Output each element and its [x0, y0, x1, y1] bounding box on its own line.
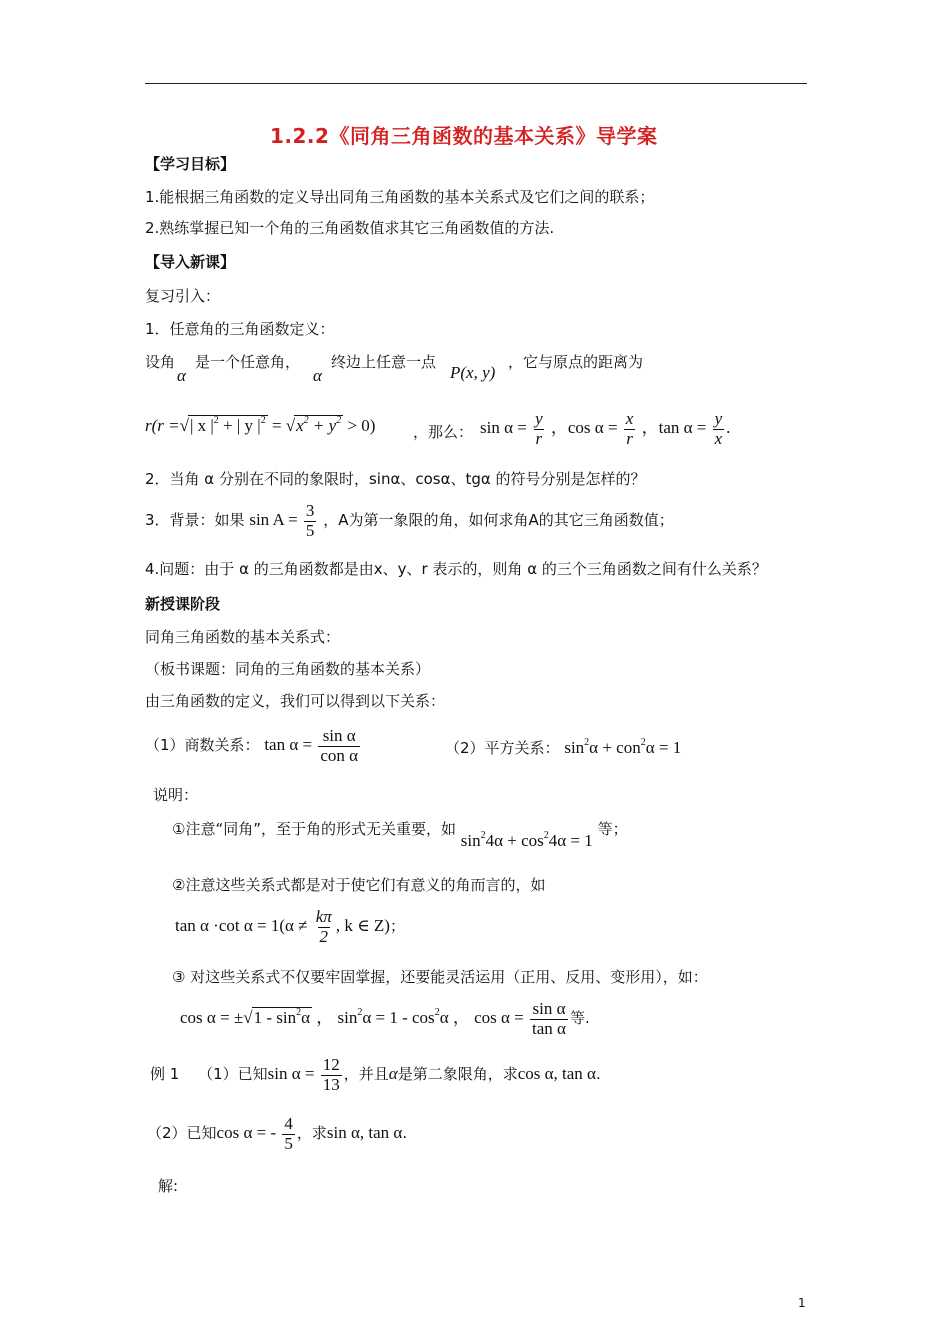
sq: 2: [336, 415, 342, 426]
r-suffix: > 0): [347, 416, 376, 435]
x: x: [296, 416, 304, 435]
section-intro: 【导入新课】: [145, 253, 236, 271]
note1-tail: 等；: [597, 820, 628, 838]
q1-line-b: 是一个任意角，: [195, 353, 301, 371]
section-new-lesson: 新授课阶段: [145, 595, 221, 613]
q1-then: ，那么：: [413, 423, 474, 441]
sq: 2: [303, 415, 309, 426]
ex1-end: .: [595, 1065, 601, 1084]
note2-frac: $\frac{k\pi}{2}$: [315, 907, 332, 946]
ex1-and: ，并且: [343, 1065, 389, 1084]
note3-sqrt: $1 - \sin^2\alpha$: [253, 1007, 311, 1028]
goal-1: 1.能根据三角函数的定义导出同角三角函数的基本关系式及它们之间的联系；: [145, 188, 655, 206]
tan-num: y: [714, 409, 723, 428]
abs-y: + | y |: [223, 416, 261, 435]
cos-def: ，cos α =: [550, 418, 618, 438]
q1-alpha-1: α: [177, 366, 186, 385]
cos-den: r: [626, 428, 633, 448]
ex2-frac: $\frac{4}{5}$: [284, 1114, 293, 1153]
goal-2: 2.熟练掌握已知一个角的三角函数值求其它三角函数值的方法.: [145, 219, 555, 237]
q3-frac: $\frac{3}{5}$: [305, 501, 315, 540]
q1-line-c: 终边上任意一点: [331, 353, 437, 371]
note-2: ②注意这些关系式都是对于使它们有意义的角而言的，如: [172, 876, 546, 894]
explain-label: 说明：: [153, 786, 199, 804]
example-1: [150, 1056, 601, 1094]
sin-def: sin α =: [480, 418, 527, 438]
ex1-frac: $\frac{12}{13}$: [322, 1055, 340, 1094]
q1-point: P(x, y): [450, 363, 496, 382]
solve-label: 解:: [158, 1177, 179, 1195]
abs-x: | x |: [189, 416, 214, 435]
eq: =: [271, 416, 282, 435]
ex1-alpha: α: [388, 1064, 398, 1084]
rel2-expr: $\sin^2\alpha + con^2\alpha = 1$: [564, 737, 682, 757]
section-goals: 【学习目标】: [145, 155, 236, 173]
sqrt-2: [294, 415, 343, 436]
ex2-text: ，求: [296, 1124, 327, 1143]
ex1-prefix: （1）已知: [198, 1065, 268, 1084]
trig-definitions: [480, 410, 730, 448]
q3-prefix: 3．背景：如果: [145, 511, 245, 530]
note3-expr: $\cos \alpha = \pm√1 - \sin^2\alpha$ ， $\sin^2\alpha = 1 - \cos^2\alpha$ ， cos α = $\frac{\text{sin α}}{\text{tan α}}$ 等.: [180, 999, 590, 1038]
rel1-label: （1）商数关系：: [145, 736, 260, 755]
q1-definition-line: r(r =√| x $|^2$ + | y $|^2 = √x^2 + y^2 > 0$): [145, 415, 376, 435]
example-1-part-2: [147, 1115, 407, 1153]
ex2-prefix: （2）已知: [147, 1124, 217, 1143]
rel2-label: （2）平方关系：: [445, 739, 560, 757]
sqrt-1: [188, 415, 268, 436]
ex1-expr: sin α = $\frac{12}{13}$: [267, 1055, 340, 1094]
rel1-expr: tan α = $\frac{\text{sin α}}{\text{con α}}$: [264, 726, 359, 765]
q3-expr: sin A = $\frac{3}{5}$: [249, 501, 315, 540]
header-rule: [145, 83, 807, 84]
ex1-label: 例 1: [150, 1065, 180, 1084]
relation-quotient: [145, 727, 362, 765]
q1-line-a: 设角: [145, 353, 176, 371]
question-2: 2．当角 α 分别在不同的象限时，sinα、cosα、tgα 的符号分别是怎样的？: [145, 470, 646, 488]
cos-frac: [624, 410, 636, 448]
ex2-targets: sin α, tan α: [326, 1123, 403, 1143]
cos-num: x: [625, 409, 634, 428]
tan-den: x: [714, 428, 723, 448]
note1-text: ①注意“同角”，至于角的形式无关重要，如: [172, 820, 456, 838]
ex1-targets: cos α, tan α: [517, 1064, 596, 1084]
period: .: [726, 418, 731, 438]
question-4: 4.问题：由于 α 的三角函数都是由x、y、r 表示的，则角 α 的三个三角函数之间有什么关系？: [145, 560, 767, 578]
sin-frac: [533, 410, 545, 448]
q1-alpha-2: α: [313, 366, 322, 385]
tan-frac: [713, 410, 725, 448]
q3-suffix: ，A为第一象限的角，如何求角A的其它三角函数值；: [323, 511, 674, 530]
sin-num: y: [535, 409, 543, 428]
question-1: 1．任意角的三角函数定义：: [145, 320, 335, 338]
ex1-text: 是第二象限角，求: [397, 1065, 518, 1084]
note-3: ③ 对这些关系式不仅要牢固掌握，还要能灵活运用（正用、反用、变形用），如：: [172, 968, 708, 986]
review-label: 复习引入：: [145, 287, 221, 305]
ex2-end: .: [402, 1124, 408, 1143]
tan-def: ，tan α =: [641, 418, 707, 438]
board-note: （板书课题：同角的三角函数的基本关系）: [145, 660, 431, 678]
derive-line: 由三角函数的定义，我们可以得到以下关系：: [145, 692, 446, 710]
ex2-expr: cos α = - $\frac{4}{5}$: [216, 1114, 293, 1153]
y: + y: [312, 416, 337, 435]
note3-frac: $\frac{\text{sin α}}{\text{tan α}}$: [532, 999, 566, 1038]
note1-expr: $\sin^24\alpha + \cos^24\alpha = 1$: [460, 830, 593, 850]
note2-expr: tan α ·cot α = 1(α ≠ $\frac{k\pi}{2}$ , k ∈ Z)；: [175, 907, 405, 946]
formula-heading: 同角三角函数的基本关系式：: [145, 628, 341, 646]
sq: 2: [260, 415, 266, 426]
page-title: 1.2.2《同角三角函数的基本关系》导学案: [270, 124, 658, 148]
page-number: 1: [798, 1296, 806, 1310]
q1-line-d: ，它与原点的距离为: [508, 353, 644, 371]
sq: 2: [213, 415, 219, 426]
rel1-frac: $\frac{\text{sin α}}{\text{con α}}$: [320, 726, 359, 765]
note-1: [172, 819, 628, 850]
sin-den: r: [535, 428, 543, 448]
r-prefix: r(r =: [145, 416, 180, 435]
relation-square: [445, 738, 681, 758]
question-3: [145, 502, 674, 540]
